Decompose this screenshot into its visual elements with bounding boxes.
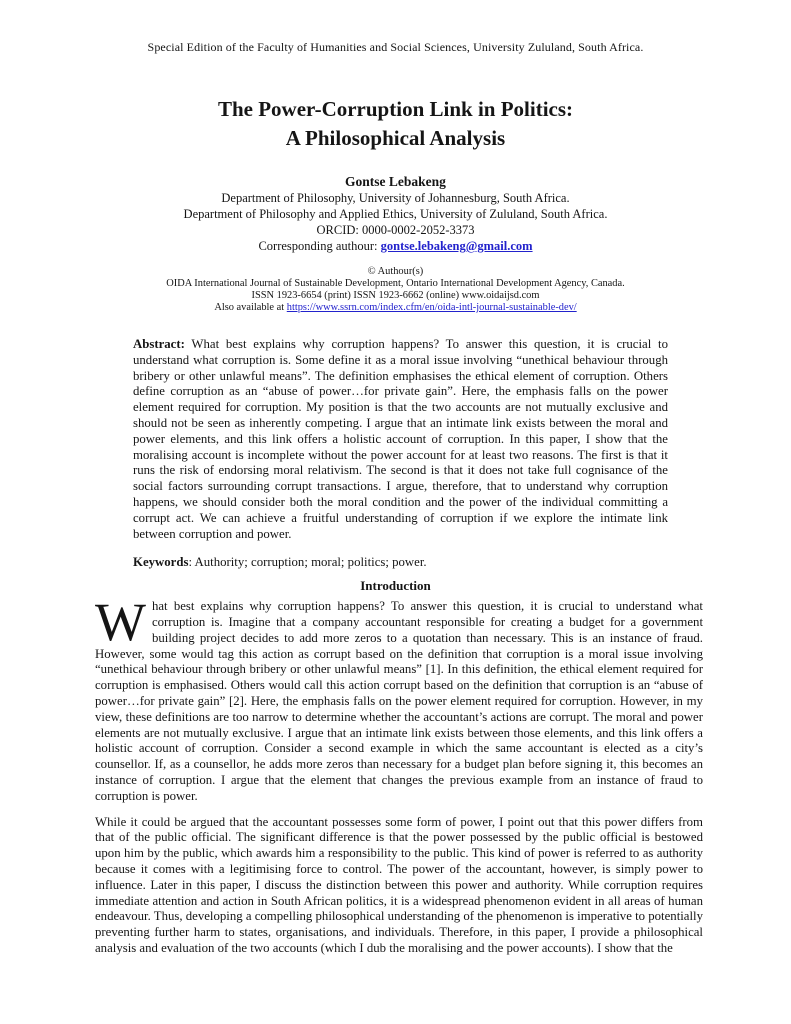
keywords-label: Keywords [133,555,189,570]
author-affiliation-2: Department of Philosophy and Applied Ethics, University of Zululand, South Africa. [183,207,608,221]
running-head: Special Edition of the Faculty of Humanities and Social Sciences, University Zululand, South Africa. [147,40,644,54]
keywords [133,555,668,571]
section-heading-introduction: Introduction [360,578,431,594]
also-available-line [0,302,791,314]
author-affiliation-1: Department of Philosophy, University of Johannesburg, South Africa. [221,191,570,205]
keywords-text: : Authority; corruption; moral; politics; power. [188,555,427,570]
paper-title [0,95,791,153]
abstract-text: What best explains why corruption happens? To answer this question, it is crucial to understand what corruption is. Some define it as a moral issue involving “unethical behaviour through bribery or other unlawful means”. The definition emphasises the ethical element of corruption. Others define corruption as an “abuse of power…for private gain”. Here, the emphasis falls on the power element required for corruption. My position is that the two accounts are not mutually exclusive and should not be seen as inherently competing. I argue that an intimate link exists between the moral and power elements, and this link offers a holistic account of corruption. In this paper, I show that the moralising account is incomplete without the power account for at least two reasons. The first is that it runs the risk of endorsing moral relativism. The second is that it does not take full cognisance of the social factors surrounding corrupt transactions. I argue, therefore, that to understand why corruption happens, we should consider both the moral condition and the power of the individual committing a corrupt act. We can achieve a fruitful understanding of corruption if we explore the intimate link between corruption and power. [133,337,668,541]
publication-block [0,266,791,314]
author-name: Gontse Lebakeng [345,174,446,189]
introduction-paragraph-1 [95,592,703,804]
paper-title-line2: A Philosophical Analysis [285,126,506,150]
abstract [133,337,668,542]
author-orcid: ORCID: 0000-0002-2052-3373 [316,223,475,237]
introduction-paragraph-1-text: hat best explains why corruption happens? To answer this question, it is crucial to understand what corruption is. Imagine that a company accountant responsible for creating a budget for a government building project decides to add more zeros to a quotation than necessary. This is an instance of fraud. However, some would tag this action as corrupt based on the definition that corruption is a moral issue involving “unethical behaviour through bribery or other unlawful means” [1]. In this definition, the ethical element required for corruption is emphasised. Others would call this action corrupt based on the definition that corruption is an “abuse of power…for private gain” [2]. Here, the emphasis falls on the power element required for corruption. However, in my view, these definitions are too narrow to determine whether the accountant’s actions are corrupt. The moral and power elements are not mutually exclusive. I argue that an intimate link exists between those elements, and this link offers a holistic account of corruption. Consider a second example in which the same accountant is elected as a city’s counsellor. If, as a counsellor, he adds more zeros than necessary for a budget plan before signing it, this becomes an instance of corruption. I argue that the element that changes the previous example from an instance of fraud to corruption is power. [95,599,703,803]
also-available-label: Also available at [214,302,285,313]
journal-url-link[interactable]: https://www.ssrn.com/index.cfm/en/oida-intl-journal-sustainable-dev/ [286,302,577,313]
journal-line: OIDA International Journal of Sustainable Development, Ontario International Development Agency, Canada. [166,278,625,289]
dropcap-letter: W [95,592,146,653]
introduction-paragraph-2: While it could be argued that the accountant possesses some form of power, I point out that this power differs from that of the public official. The significant difference is that the power possessed by the public official is bestowed upon him by the public, which awards him a responsibility to the public. This kind of power is referred to as authority because it comes with a legitimising force to control. The power of the accountant, however, is simply power to influence. Later in this paper, I discuss the distinction between this power and authority. While corruption requires immediate attention and action in South African politics, it is a widespread phenomenon evident in all areas of human endeavour. Thus, developing a compelling philosophical understanding of the phenomenon is imperative to potentially preventing further harm to states, organisations, and individuals. Therefore, in this paper, I provide a philosophical analysis and evaluation of the two accounts (which I dub the moralising and the power accounts). I show that the [95,814,703,955]
introduction-body [95,592,703,957]
author-block [0,174,791,254]
abstract-label: Abstract: [133,337,185,351]
corresponding-author-line [0,238,791,254]
issn-line: ISSN 1923-6654 (print) ISSN 1923-6662 (online) www.oidaijsd.com [251,290,540,301]
paper-title-line1: The Power-Corruption Link in Politics: [217,97,574,121]
corresponding-author-email-link[interactable]: gontse.lebakeng@gmail.com [380,239,533,253]
copyright-line: © Authour(s) [367,266,424,277]
corresponding-author-label: Corresponding authour: [258,239,378,253]
